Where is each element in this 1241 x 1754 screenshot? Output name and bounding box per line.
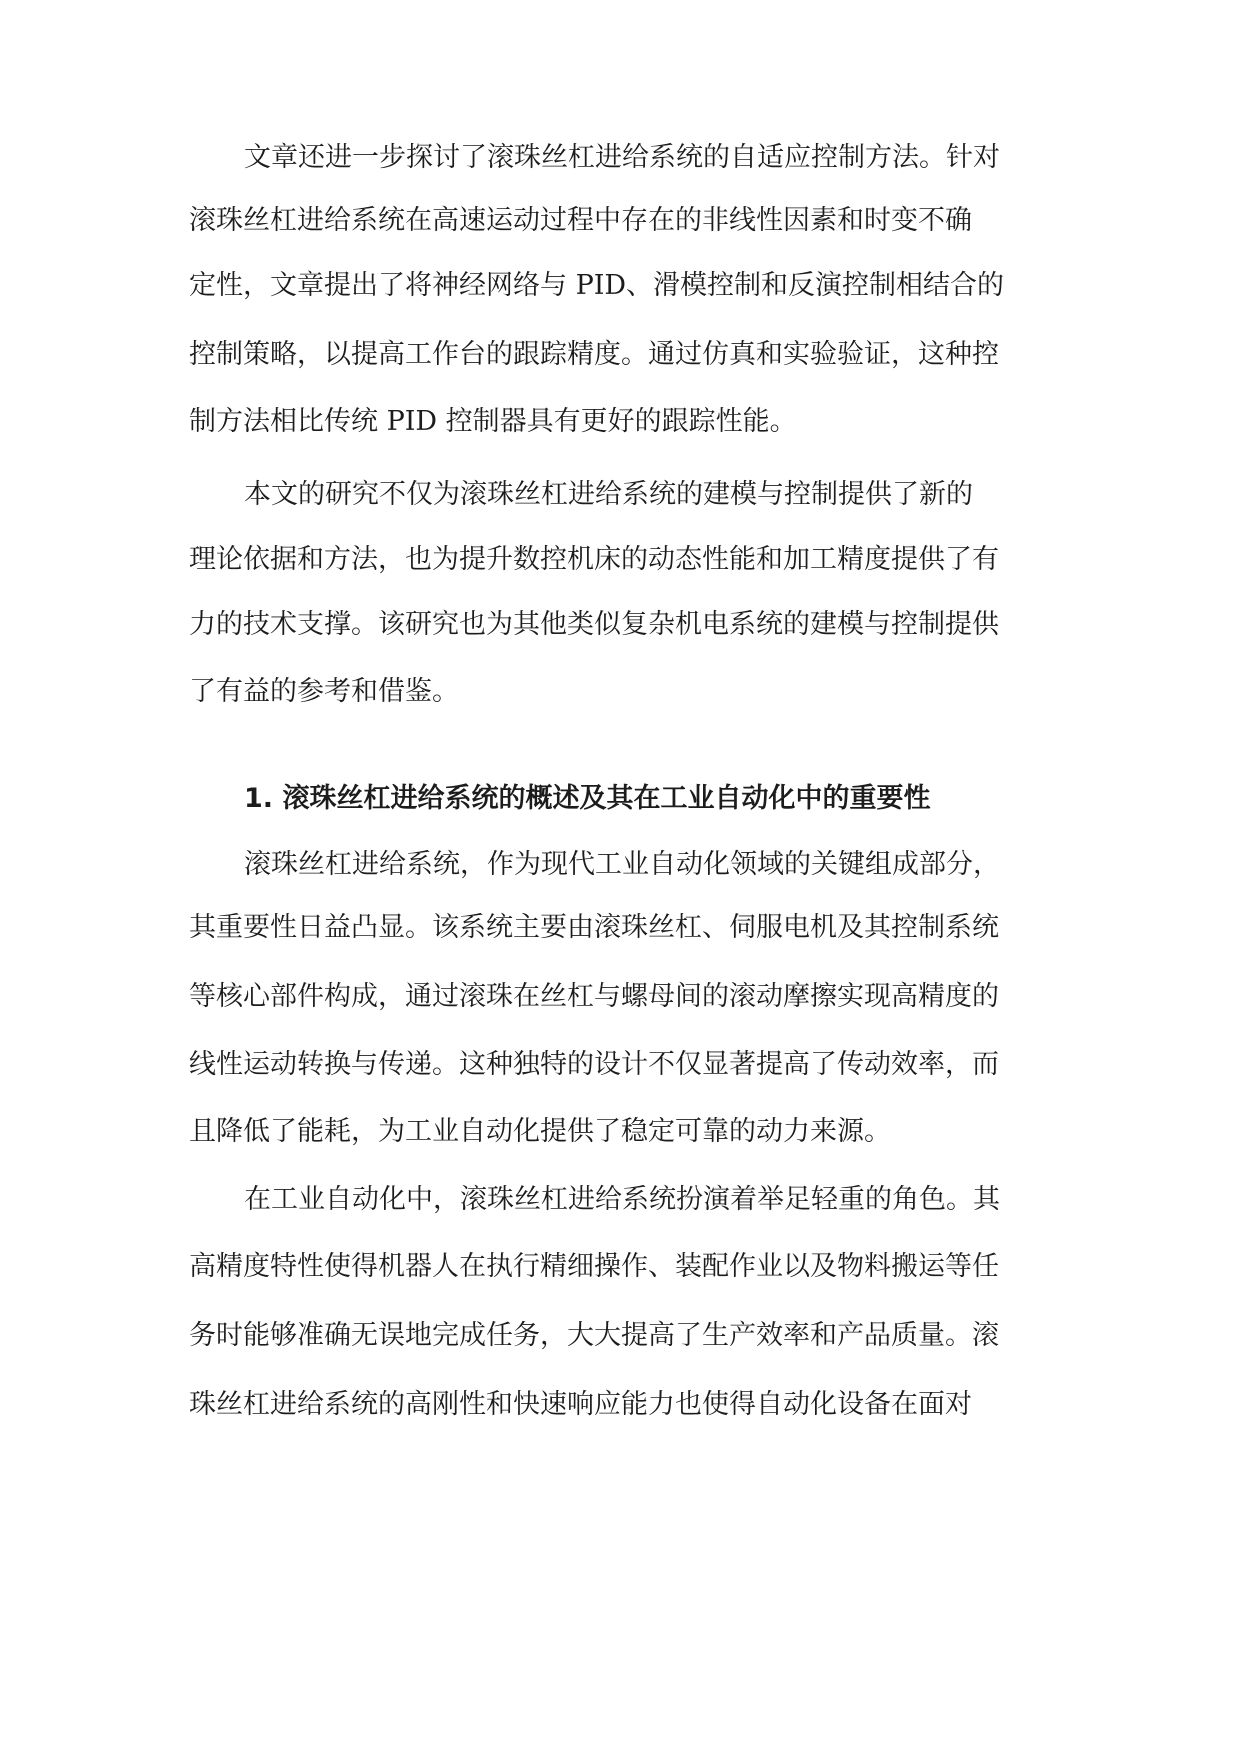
paragraph-2-line-1: 本文的研究不仅为滚珠丝杠进给系统的建模与控制提供了新的 [244, 479, 973, 510]
paragraph-2-line-4: 了有益的参考和借鉴。 [189, 676, 459, 707]
paragraph-1-line-4: 控制策略，以提高工作台的跟踪精度。通过仿真和实验验证，这种控 [189, 339, 999, 370]
paragraph-1-line-2: 滚珠丝杠进给系统在高速运动过程中存在的非线性因素和时变不确 [189, 205, 972, 236]
section-paragraph-1-line-3: 等核心部件构成，通过滚珠在丝杠与螺母间的滚动摩擦实现高精度的 [189, 981, 999, 1012]
paragraph-1-line-1: 文章还进一步探讨了滚珠丝杠进给系统的自适应控制方法。针对 [244, 142, 1000, 173]
section-paragraph-2-line-2: 高精度特性使得机器人在执行精细操作、装配作业以及物料搬运等任 [189, 1251, 999, 1282]
section-paragraph-1-line-2: 其重要性日益凸显。该系统主要由滚珠丝杠、伺服电机及其控制系统 [189, 912, 999, 943]
paragraph-1-line-3: 定性，文章提出了将神经网络与 PID、滑模控制和反演控制相结合的 [189, 270, 1005, 301]
section-paragraph-2-line-4: 珠丝杠进给系统的高刚性和快速响应能力也使得自动化设备在面对 [189, 1389, 972, 1420]
section-paragraph-1-line-4: 线性运动转换与传递。这种独特的设计不仅显著提高了传动效率，而 [189, 1049, 999, 1080]
section-paragraph-2-line-3: 务时能够准确无误地完成任务，大大提高了生产效率和产品质量。滚 [189, 1320, 999, 1351]
section-paragraph-1-line-1: 滚珠丝杠进给系统，作为现代工业自动化领域的关键组成部分， [244, 849, 1000, 880]
paragraph-2-line-2: 理论依据和方法，也为提升数控机床的动态性能和加工精度提供了有 [189, 544, 999, 575]
paragraph-1-line-5: 制方法相比传统 PID 控制器具有更好的跟踪性能。 [189, 406, 797, 437]
section-heading: 1. 滚珠丝杠进给系统的概述及其在工业自动化中的重要性 [244, 783, 931, 814]
section-paragraph-2-line-1: 在工业自动化中，滚珠丝杠进给系统扮演着举足轻重的角色。其 [244, 1184, 1000, 1215]
section-paragraph-1-line-5: 且降低了能耗，为工业自动化提供了稳定可靠的动力来源。 [189, 1116, 891, 1147]
paragraph-2-line-3: 力的技术支撑。该研究也为其他类似复杂机电系统的建模与控制提供 [189, 609, 999, 640]
